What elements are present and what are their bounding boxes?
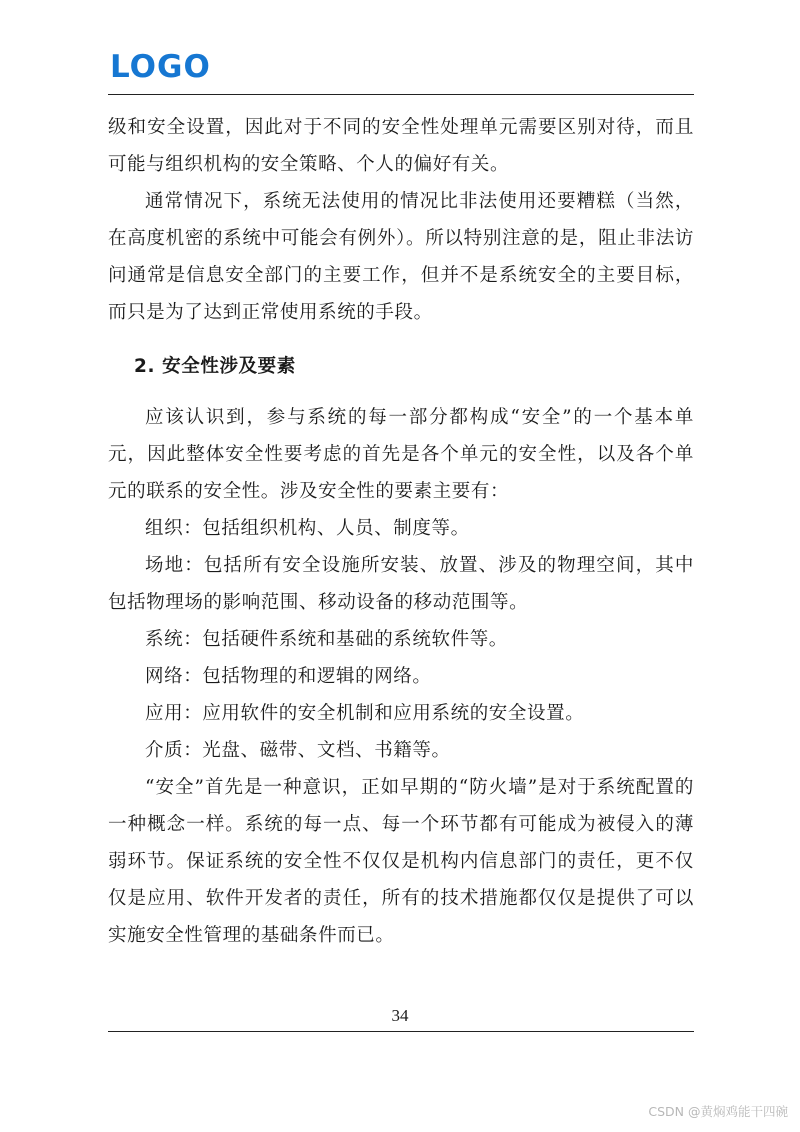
- list-item: 系统：包括硬件系统和基础的系统软件等。: [145, 629, 508, 650]
- paragraph: 级和安全设置，因此对于不同的安全性处理单元需要区别对待，而且可能与组织机构的安全策略、个人的偏好有关。: [108, 117, 694, 175]
- list-item: 组织：包括组织机构、人员、制度等。: [145, 518, 470, 539]
- page-number: 34: [391, 1006, 409, 1025]
- page-body: [108, 109, 694, 954]
- paragraph: 通常情况下，系统无法使用的情况比非法使用还要糟糕（当然，在高度机密的系统中可能会有例外）。所以特别注意的是，阻止非法访问通常是信息安全部门的主要工作，但并不是系统安全的主要目标，而只是为了达到正常使用系统的手段。: [108, 191, 694, 323]
- header-divider: [108, 94, 694, 95]
- logo: LOGO: [110, 49, 211, 85]
- footer-divider: [108, 1031, 694, 1032]
- list-item: 应用：应用软件的安全机制和应用系统的安全设置。: [145, 703, 585, 724]
- watermark: CSDN @黄焖鸡能干四碗: [648, 1104, 788, 1119]
- list-item: 场地：包括所有安全设施所安装、放置、涉及的物理空间，其中包括物理场的影响范围、移动设备的移动范围等。: [108, 555, 694, 613]
- section-heading: 2. 安全性涉及要素: [134, 356, 296, 377]
- paragraph: 应该认识到，参与系统的每一部分都构成“安全”的一个基本单元，因此整体安全性要考虑的首先是各个单元的安全性，以及各个单元的联系的安全性。涉及安全性的要素主要有：: [108, 407, 694, 502]
- paragraph: “安全”首先是一种意识，正如早期的“防火墙”是对于系统配置的一种概念一样。系统的每一点、每一个环节都有可能成为被侵入的薄弱环节。保证系统的安全性不仅仅是机构内信息部门的责任，更不仅仅是应用、软件开发者的责任，所有的技术措施都仅仅是提供了可以实施安全性管理的基础条件而已。: [108, 777, 694, 946]
- list-item: 介质：光盘、磁带、文档、书籍等。: [145, 740, 451, 761]
- list-item: 网络：包括物理的和逻辑的网络。: [145, 666, 432, 687]
